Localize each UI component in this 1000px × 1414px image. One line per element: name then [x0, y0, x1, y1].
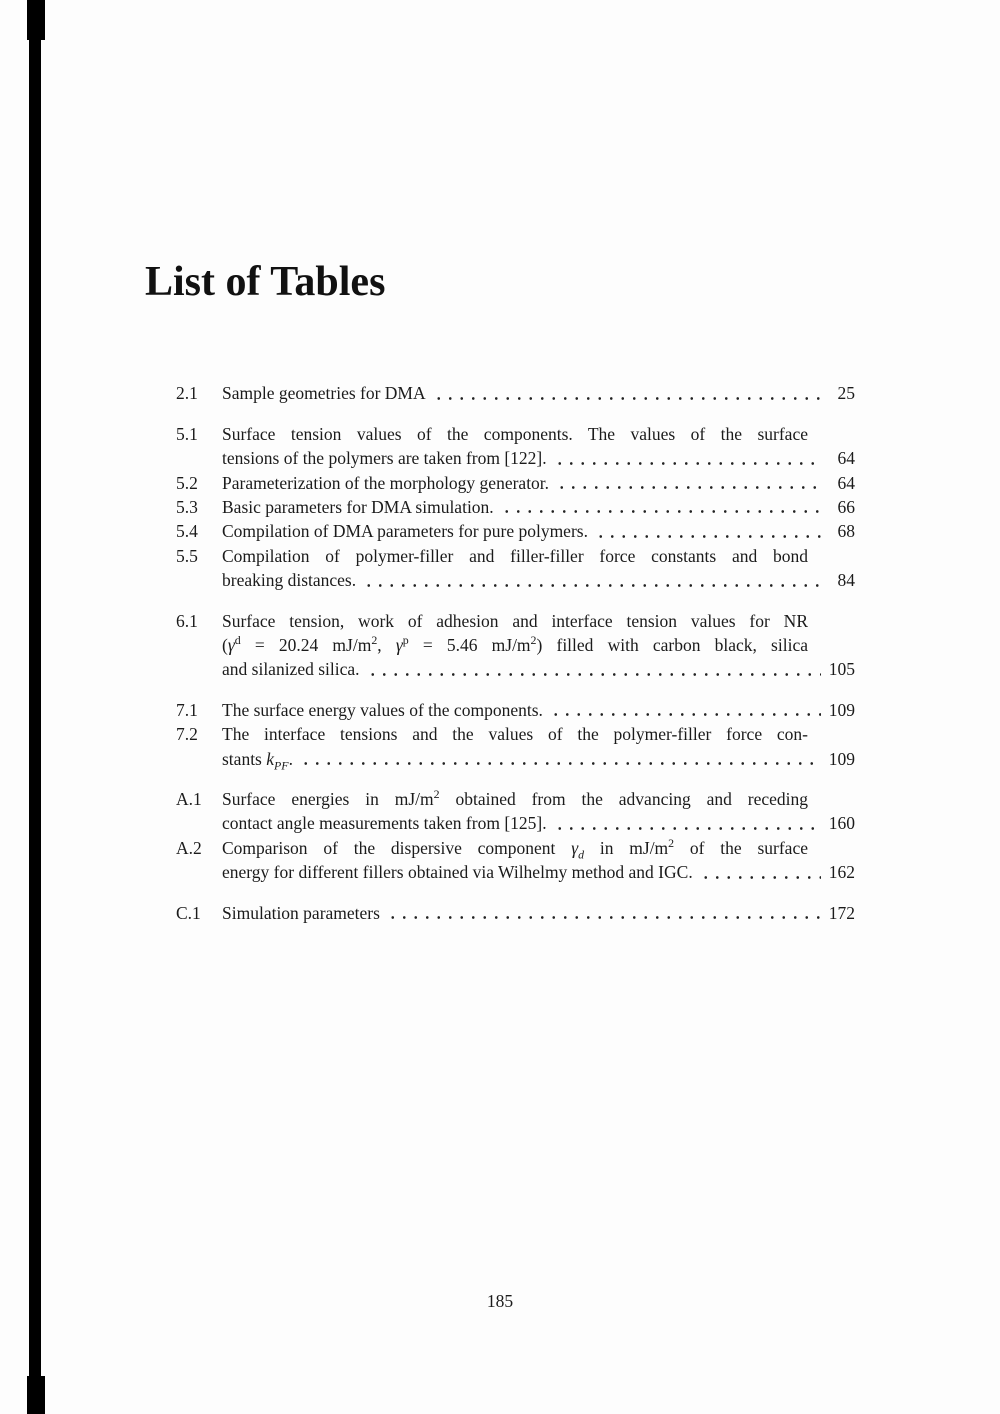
toc-group [176, 698, 855, 771]
entry-line [222, 722, 855, 746]
toc-group [176, 901, 855, 925]
entry-number: 7.1 [176, 699, 198, 720]
entry-number: 2.1 [176, 383, 198, 404]
entry-page-number: 105 [828, 659, 855, 680]
page-number: 185 [486, 1291, 514, 1311]
entry-number: 5.3 [176, 497, 198, 518]
entry-line [222, 811, 855, 835]
dot-leader [367, 657, 821, 681]
entry-page-number: 172 [828, 902, 855, 923]
entry-page-number: 109 [828, 748, 855, 769]
entry-line [222, 698, 855, 722]
document-page [145, 0, 855, 925]
entry-page-number: 160 [828, 813, 855, 834]
dot-leader [550, 698, 821, 722]
entry-line [222, 446, 855, 470]
entry-text: The surface energy values of the components. [222, 699, 543, 720]
dot-leader [554, 446, 821, 470]
toc-group [176, 787, 855, 885]
entry-text: tensions of the polymers are taken from [122]. [222, 448, 547, 469]
toc-entry[interactable] [176, 609, 855, 682]
entry-number: 5.5 [176, 545, 198, 566]
entry-page-number: 64 [837, 448, 855, 469]
toc-entry[interactable] [176, 471, 855, 495]
entry-number: 5.1 [176, 423, 198, 444]
entry-text: The interface tensions and the values of the polymer-filler force con- [222, 724, 808, 745]
entry-text: Surface tension, work of adhesion and interface tension values for NR [222, 610, 808, 631]
dot-leader [595, 519, 821, 543]
toc-group [176, 422, 855, 593]
entry-number: A.1 [176, 789, 202, 810]
dot-leader [554, 811, 821, 835]
toc-entry[interactable] [176, 544, 855, 593]
entry-line [222, 495, 855, 519]
toc-group [176, 381, 855, 405]
dot-leader [363, 568, 821, 592]
entry-page-number: 109 [828, 699, 855, 720]
entry-text: breaking distances. [222, 570, 357, 591]
dot-leader [300, 747, 821, 771]
entry-line [222, 471, 855, 495]
entry-line [222, 609, 855, 633]
scan-edge-artifact [29, 0, 41, 1414]
entry-page-number: 66 [837, 497, 855, 518]
entry-number: C.1 [176, 902, 201, 923]
entry-text: Simulation parameters [222, 902, 380, 923]
toc-entry[interactable] [176, 381, 855, 405]
entry-text: and silanized silica. [222, 659, 360, 680]
dot-leader [387, 901, 821, 925]
entry-line [222, 787, 855, 811]
entry-text: stants $k_{PF}$. [222, 748, 293, 773]
entry-text: Surface energies in $mJ/m^2$ obtained from the advancing and receding [222, 787, 808, 810]
entry-text: Sample geometries for DMA [222, 383, 426, 404]
toc-entry[interactable] [176, 901, 855, 925]
entry-page-number: 25 [837, 383, 855, 404]
toc-entry[interactable] [176, 722, 855, 771]
entry-text: Parameterization of the morphology generator. [222, 472, 550, 493]
entry-line [222, 519, 855, 543]
toc-entry[interactable] [176, 698, 855, 722]
entry-page-number: 162 [828, 862, 855, 883]
entry-line [222, 422, 855, 446]
entry-line [222, 747, 855, 771]
entry-text: Comparison of the dispersive component $\gamma_d$ in $mJ/m^2$ of the surface [222, 836, 808, 862]
entry-page-number: 64 [837, 472, 855, 493]
entry-text: contact angle measurements taken from [125]. [222, 813, 547, 834]
entry-line [222, 860, 855, 884]
entry-line [222, 544, 855, 568]
entry-text: Surface tension values of the components. The values of the surface [222, 423, 808, 444]
list-of-tables [176, 381, 855, 925]
entry-line [222, 633, 855, 657]
toc-entry[interactable] [176, 422, 855, 471]
page-title: List of Tables [145, 259, 386, 305]
toc-entry[interactable] [176, 495, 855, 519]
entry-text: Basic parameters for DMA simulation. [222, 497, 494, 518]
dot-leader [501, 495, 821, 519]
entry-text: energy for different fillers obtained via Wilhelmy method and IGC. [222, 862, 693, 883]
scan-corner-top-artifact [27, 0, 45, 40]
entry-number: 5.2 [176, 472, 198, 493]
toc-entry[interactable] [176, 836, 855, 885]
entry-number: A.2 [176, 837, 202, 858]
toc-group [176, 609, 855, 682]
entry-line [222, 568, 855, 592]
entry-line [222, 381, 855, 405]
entry-text: Compilation of DMA parameters for pure polymers. [222, 521, 588, 542]
entry-number: 5.4 [176, 521, 198, 542]
entry-line [222, 901, 855, 925]
entry-page-number: 84 [837, 570, 855, 591]
toc-entry[interactable] [176, 519, 855, 543]
entry-text: Compilation of polymer-filler and filler-filler force constants and bond [222, 545, 808, 566]
dot-leader [433, 381, 821, 405]
entry-line [222, 836, 855, 860]
entry-page-number: 68 [837, 521, 855, 542]
entry-line [222, 657, 855, 681]
toc-entry[interactable] [176, 787, 855, 836]
entry-number: 6.1 [176, 610, 198, 631]
scan-corner-bottom-artifact [27, 1376, 45, 1414]
dot-leader [700, 860, 821, 884]
dot-leader [556, 471, 821, 495]
entry-number: 7.2 [176, 724, 198, 745]
entry-text: ($\gamma^d = 20.24$ $mJ/m^2$, $\gamma^p = 5.46$ $mJ/m^2$) filled with carbon black, silica [222, 633, 808, 656]
